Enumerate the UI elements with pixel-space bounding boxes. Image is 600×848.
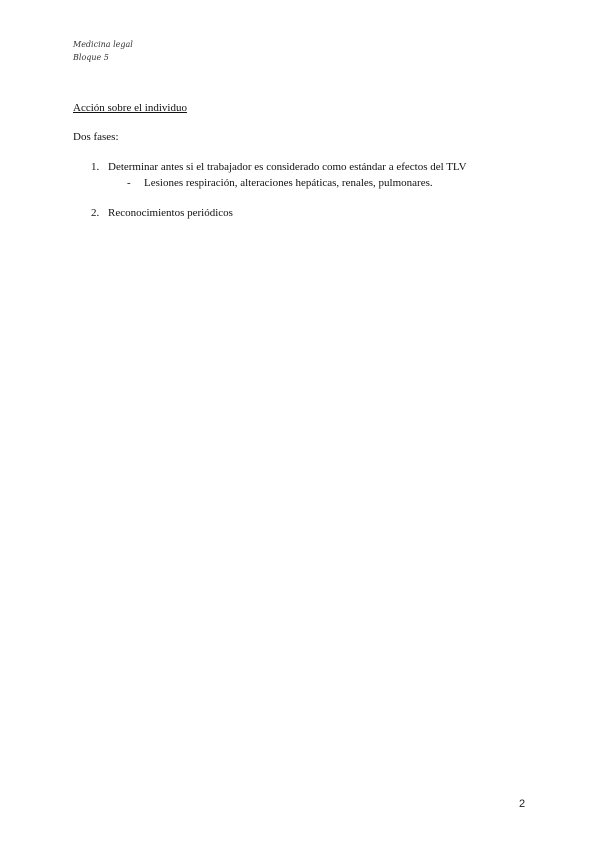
header-subject: Medicina legal	[73, 40, 133, 49]
section-title: Acción sobre el individuo	[73, 102, 187, 114]
sub-list-item	[127, 177, 433, 189]
intro-text: Dos fases:	[73, 131, 119, 143]
list-item-text: Reconocimientos periódicos	[108, 207, 233, 219]
page-number: 2	[519, 798, 526, 810]
sub-list-text: Lesiones respiración, alteraciones hepáticas, renales, pulmonares.	[144, 177, 433, 189]
list-item	[91, 161, 467, 173]
list-item-number: 2.	[91, 207, 100, 219]
list-item	[91, 207, 233, 219]
page-header	[73, 38, 133, 64]
header-block: Bloque 5	[73, 53, 109, 62]
sub-list-marker: -	[127, 177, 131, 189]
list-item-text: Determinar antes si el trabajador es considerado como estándar a efectos del TLV	[108, 161, 467, 173]
list-item-number: 1.	[91, 161, 100, 173]
